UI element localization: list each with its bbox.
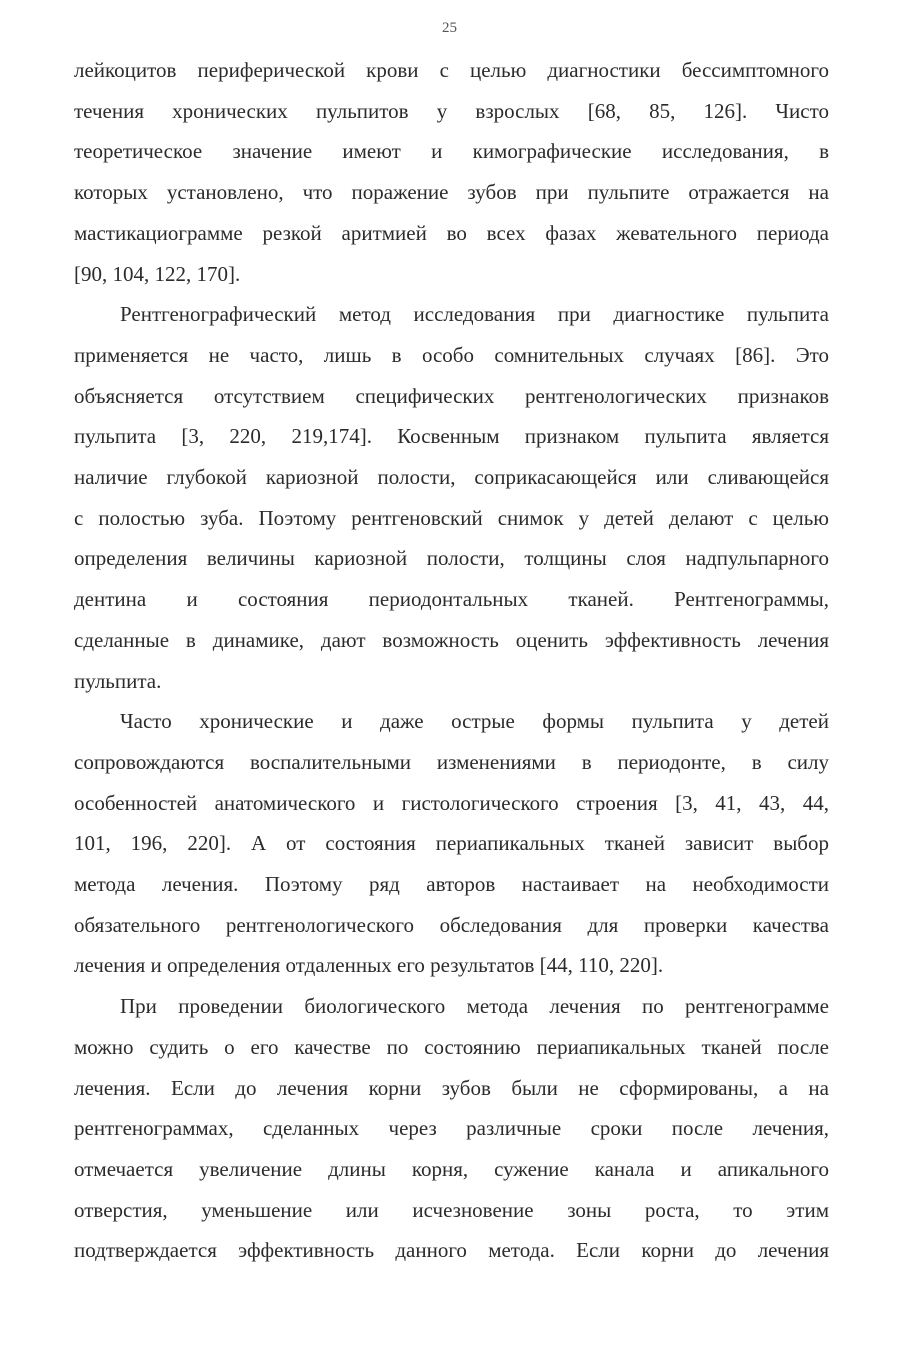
text-line: которых установлено, что поражение зубов при пульпите отражается на (74, 180, 829, 205)
paragraph-1 (74, 50, 829, 294)
paragraph-2 (74, 294, 829, 701)
paragraph-3 (74, 701, 829, 986)
text-line: пульпита. (74, 668, 162, 693)
text-line: При проведении биологического метода лечения по рентгенограмме (120, 994, 829, 1019)
text-line: особенностей анатомического и гистологического строения [3, 41, 43, 44, (74, 790, 829, 815)
text-line: объясняется отсутствием специфических рентгенологических признаков (74, 383, 829, 408)
text-line: обязательного рентгенологического обследования для проверки качества (74, 912, 829, 937)
document-body (74, 50, 829, 1271)
text-line: Часто хронические и даже острые формы пульпита у детей (120, 709, 829, 734)
text-line: лечения. Если до лечения корни зубов были не сформированы, а на (74, 1075, 829, 1100)
text-line: течения хронических пульпитов у взрослых [68, 85, 126]. Чисто (74, 98, 829, 123)
text-line: сопровождаются воспалительными изменениями в периодонте, в силу (74, 749, 829, 774)
text-line: Рентгенографический метод исследования при диагностике пульпита (120, 302, 829, 327)
text-line: мастикациограмме резкой аритмией во всех фазах жевательного периода (74, 220, 829, 245)
text-line: теоретическое значение имеют и кимографические исследования, в (74, 139, 829, 164)
text-line: с полостью зуба. Поэтому рентгеновский снимок у детей делают с целью (74, 505, 829, 530)
text-line: определения величины кариозной полости, толщины слоя надпульпарного (74, 546, 829, 571)
text-line: подтверждается эффективность данного метода. Если корни до лечения (74, 1238, 829, 1263)
text-line: 101, 196, 220]. А от состояния периапикальных тканей зависит выбор (74, 831, 829, 856)
text-line: [90, 104, 122, 170]. (74, 261, 241, 286)
text-line: пульпита [3, 220, 219,174]. Косвенным признаком пульпита является (74, 424, 829, 449)
page-number: 25 (442, 20, 457, 36)
text-line: рентгенограммах, сделанных через различные сроки после лечения, (74, 1116, 829, 1141)
text-line: метода лечения. Поэтому ряд авторов настаивает на необходимости (74, 872, 829, 897)
text-line: дентина и состояния периодонтальных тканей. Рентгенограммы, (74, 587, 829, 612)
paragraph-4 (74, 986, 829, 1271)
text-line: лечения и определения отдаленных его результатов [44, 110, 220]. (74, 953, 664, 978)
text-line: применяется не часто, лишь в особо сомнительных случаях [86]. Это (74, 342, 829, 367)
text-line: отверстия, уменьшение или исчезновение зоны роста, то этим (74, 1197, 829, 1222)
text-line: отмечается увеличение длины корня, сужение канала и апикального (74, 1156, 829, 1181)
text-line: можно судить о его качестве по состоянию периапикальных тканей после (74, 1034, 829, 1059)
text-line: сделанные в динамике, дают возможность оценить эффективность лечения (74, 627, 829, 652)
text-line: наличие глубокой кариозной полости, соприкасающейся или сливающейся (74, 465, 829, 490)
text-line: лейкоцитов периферической крови с целью диагностики бессимптомного (74, 58, 829, 82)
